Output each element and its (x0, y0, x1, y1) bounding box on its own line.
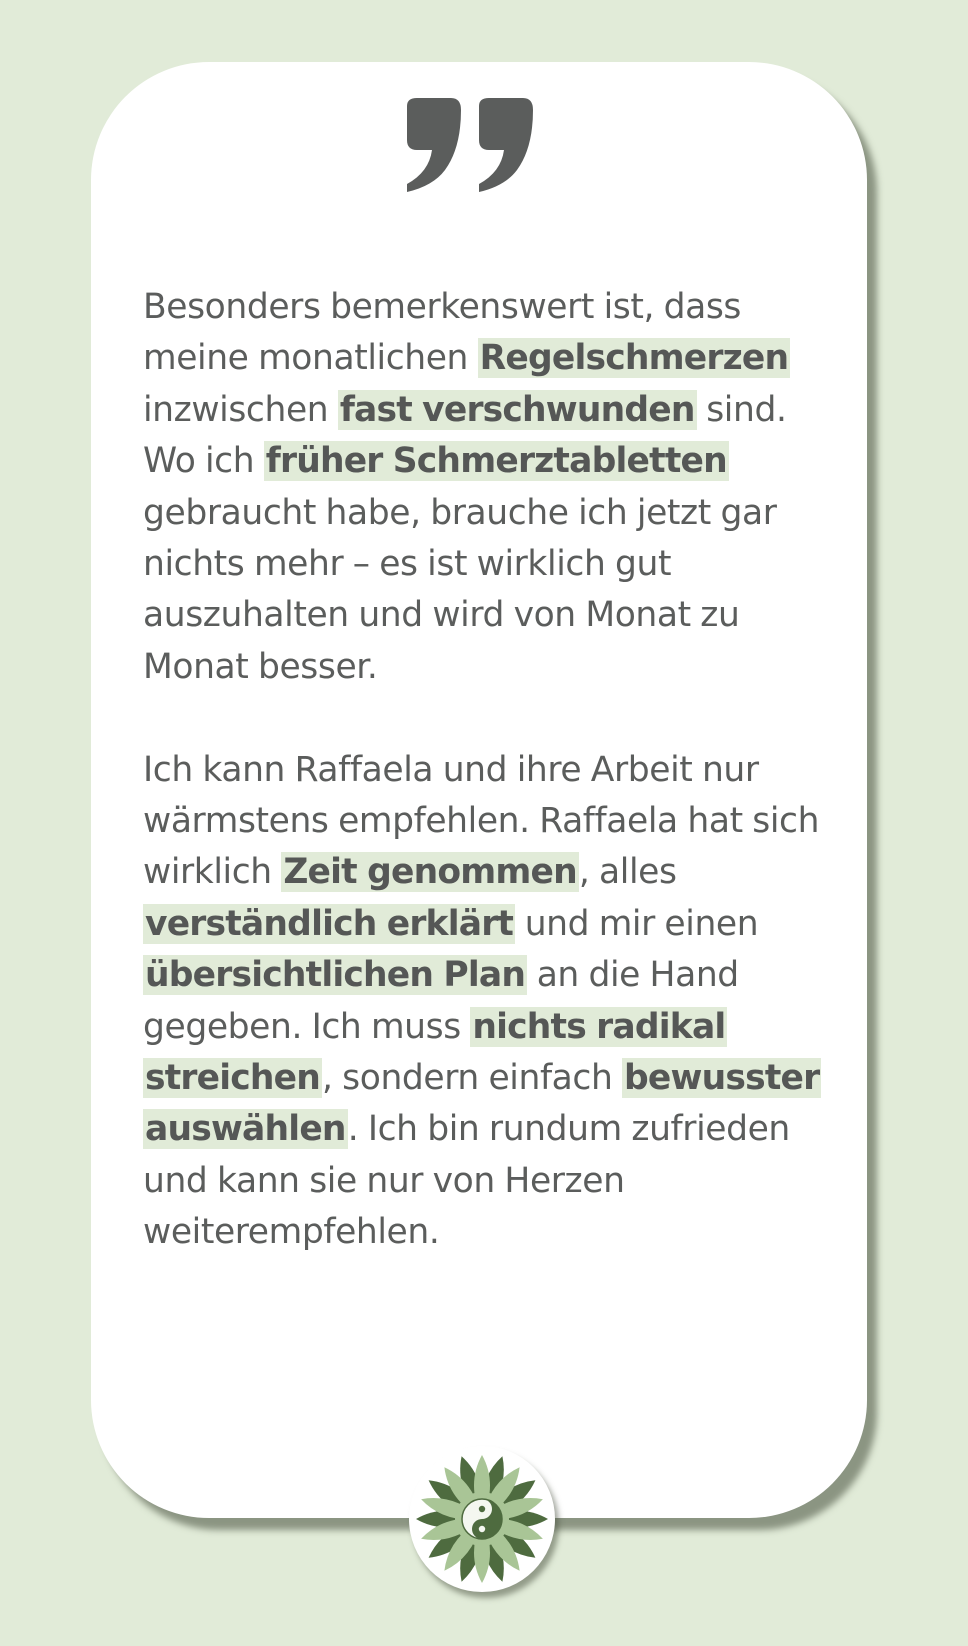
highlighted-phrase: verständlich erklärt (145, 903, 514, 944)
text-segment: und mir einen (515, 903, 759, 944)
testimonial-text (143, 282, 823, 1259)
highlighted-phrase: nichts radikal streichen (145, 1006, 726, 1099)
text-segment: , sondern einfach (322, 1058, 623, 1099)
highlighted-phrase: früher Schmerztabletten (265, 441, 727, 482)
text-segment: inzwischen (143, 389, 338, 430)
text-segment: gebraucht habe, brauche ich jetzt gar nichts mehr – es ist wirklich gut auszuhalten und wird von Monat zu Monat besser. (143, 492, 777, 687)
yin-yang-flower-logo-icon (409, 1446, 555, 1592)
testimonial-paragraph-1 (143, 282, 823, 693)
highlighted-phrase: übersichtlichen Plan (145, 955, 526, 996)
testimonial-paragraph-2 (143, 745, 823, 1259)
text-segment: , alles (578, 852, 677, 893)
text-segment: an die Hand gegeben. Ich muss (143, 955, 739, 1047)
text-segment: . Ich bin rundum zufrieden und kann sie nur von Herzen weiterempfehlen. (143, 1109, 790, 1253)
highlighted-phrase: Regelschmerzen (479, 338, 789, 379)
closing-quote-icon (405, 96, 545, 196)
text-segment: sind. Wo ich (143, 389, 787, 482)
text-segment: Besonders bemerkenswert ist, dass meine monatlichen (143, 287, 741, 379)
highlighted-phrase: Zeit genommen (283, 852, 577, 893)
highlighted-phrase: fast verschwunden (339, 389, 695, 430)
yin-yang-icon (462, 1499, 502, 1539)
text-segment: Ich kann Raffaela und ihre Arbeit nur wärmstens empfehlen. Raffaela hat sich wirklich (143, 749, 820, 893)
highlighted-phrase: bewusster auswählen (145, 1058, 820, 1150)
brand-logo (409, 1446, 555, 1592)
